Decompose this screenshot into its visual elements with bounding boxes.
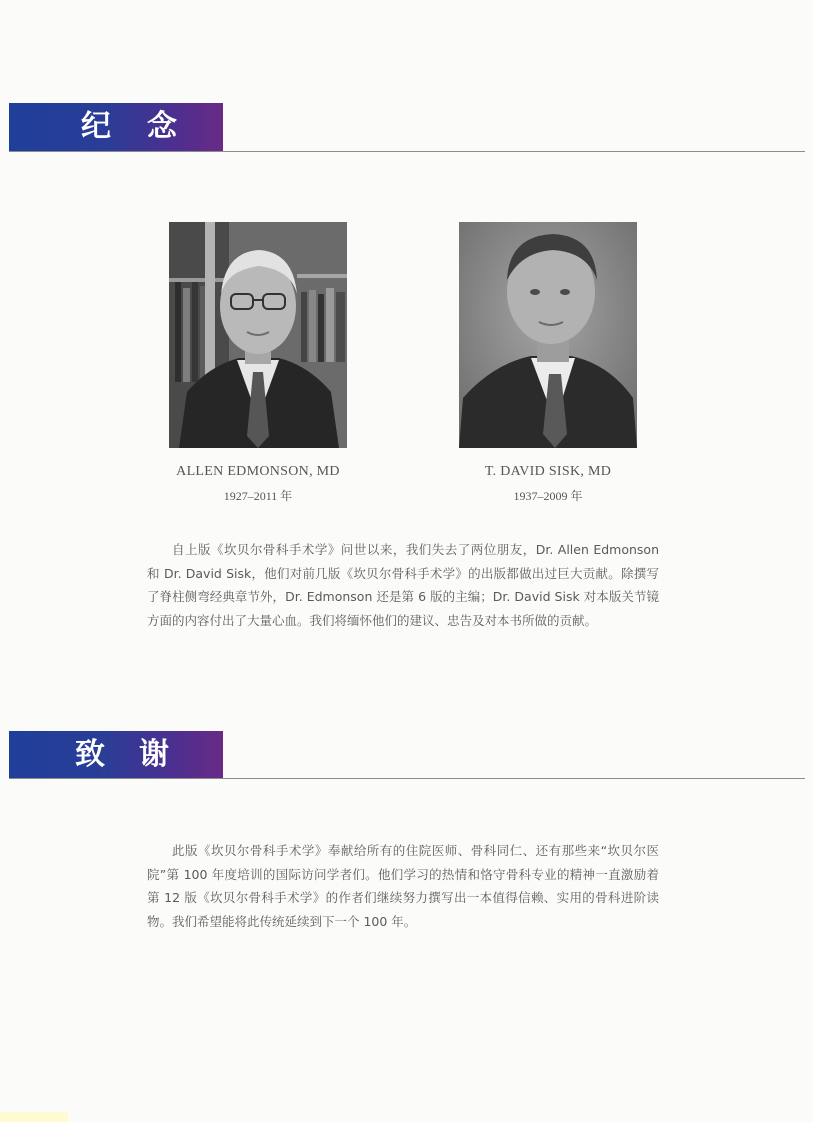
acknowledgement-heading-char-2: 谢 — [139, 737, 171, 772]
memorial-heading-banner — [9, 103, 223, 151]
portrait-allen-edmonson — [169, 222, 347, 448]
person-years: 1927–2011 年 — [223, 489, 293, 503]
acknowledgement-paragraph: 此版《坎贝尔骨科手术学》奉献给所有的住院医师、骨科同仁、还有那些来“坎贝尔医院”第 100 年度培训的国际访问学者们。他们学习的热情和恪守骨科专业的精神一直激励着第 12 版《坎贝尔骨科手术学》的作者们继续努力撰写出一本值得信赖、实用的骨科进阶读物。我们希望能将此传统延续到下一个 100 年。 — [147, 843, 659, 929]
person-name: ALLEN EDMONSON, MD — [176, 464, 340, 479]
acknowledgement-heading-char-1: 致 — [75, 737, 107, 772]
memorial-heading-char-2: 念 — [147, 109, 179, 144]
memorial-paragraph: 自上版《坎贝尔骨科手术学》问世以来，我们失去了两位朋友，Dr. Allen Edmonson 和 Dr. David Sisk，他们对前几版《坎贝尔骨科手术学》的出版都做出过巨大贡献。除撰写了脊柱侧弯经典章节外，Dr. Edmonson 还是第 6 版的主编；Dr. David Sisk 对本版关节镜方面的内容付出了大量心血。我们将缅怀他们的建议、忠告及对本书所做的贡献。 — [147, 542, 659, 628]
caption-allen-edmonson — [143, 464, 373, 504]
portrait-david-sisk — [459, 222, 637, 448]
person-years: 1937–2009 年 — [513, 489, 583, 503]
acknowledgement-heading-banner — [9, 731, 223, 779]
person-name: T. DAVID SISK, MD — [484, 464, 612, 479]
corner-highlight-mark — [0, 1112, 68, 1122]
memorial-heading-rule — [9, 151, 805, 152]
memorial-heading-char-1: 纪 — [81, 109, 113, 144]
caption-david-sisk — [433, 464, 663, 504]
acknowledgement-heading-rule — [9, 778, 805, 779]
